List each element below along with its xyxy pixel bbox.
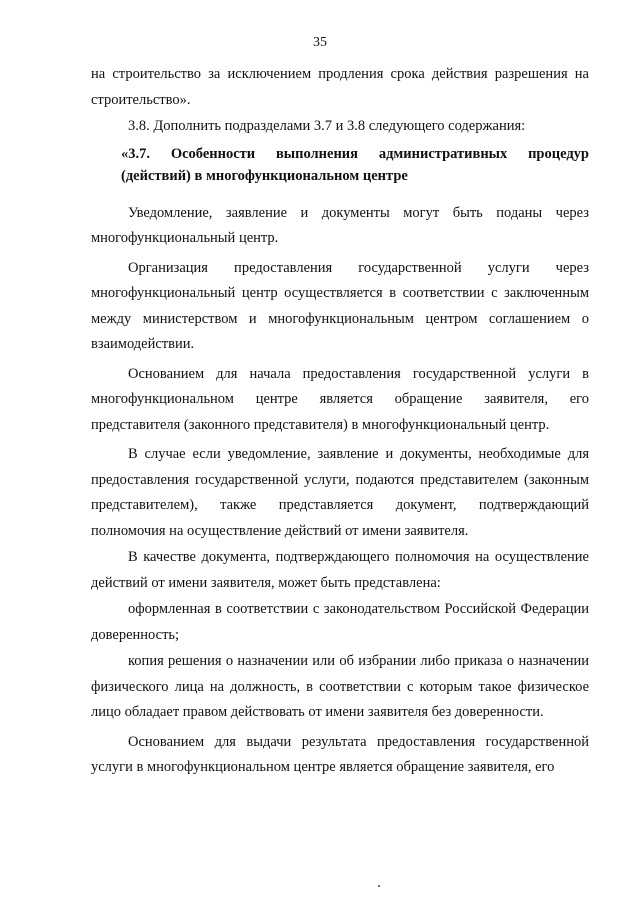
list-item-decision-copy: копия решения о назначении или об избрании либо приказа о назначении физического лица на должность, в соответствии с которым такое физическое лицо обладает правом действовать от имени заявителя без доверенности. — [91, 653, 589, 720]
paragraph-basis-start: Основанием для начала предоставления государственной услуги в многофункциональном центре является обращение заявителя, его представителя (законного представителя) в многофункциональный центр. — [91, 365, 589, 433]
document-body — [91, 62, 589, 782]
paragraph-submission: Уведомление, заявление и документы могут быть поданы через многофункциональный центр. — [91, 204, 589, 246]
paragraph-representative: В случае если уведомление, заявление и документы, необходимые для предоставления государственной услуги, подаются представителем (законным представителем), также представляется документ, подтверждающий полномочия на осуществление действий от имени заявителя. — [91, 446, 589, 539]
page-number: 35 — [313, 35, 327, 50]
section-heading: «3.7. Особенности выполнения административных процедур (действий) в многофункциональном центре — [121, 145, 589, 184]
scan-speck — [378, 885, 380, 887]
list-item-power-of-attorney: оформленная в соответствии с законодательством Российской Федерации доверенность; — [91, 601, 589, 643]
paragraph-amendment-intro: 3.8. Дополнить подразделами 3.7 и 3.8 следующего содержания: — [128, 118, 526, 134]
paragraph-authority-document: В качестве документа, подтверждающего полномочия на осуществление действий от имени заявителя, может быть представлена: — [91, 549, 589, 591]
paragraph-basis-issue: Основанием для выдачи результата предоставления государственной услуги в многофункциональном центре является обращение заявителя, его — [91, 733, 589, 775]
paragraph-continuation: на строительство за исключением продления срока действия разрешения на строительство». — [91, 66, 589, 108]
paragraph-organization: Организация предоставления государственной услуги через многофункциональный центр осуществляется в соответствии с заключенным между министерством и многофункциональным центром соглашением о взаимодействии. — [91, 259, 589, 352]
